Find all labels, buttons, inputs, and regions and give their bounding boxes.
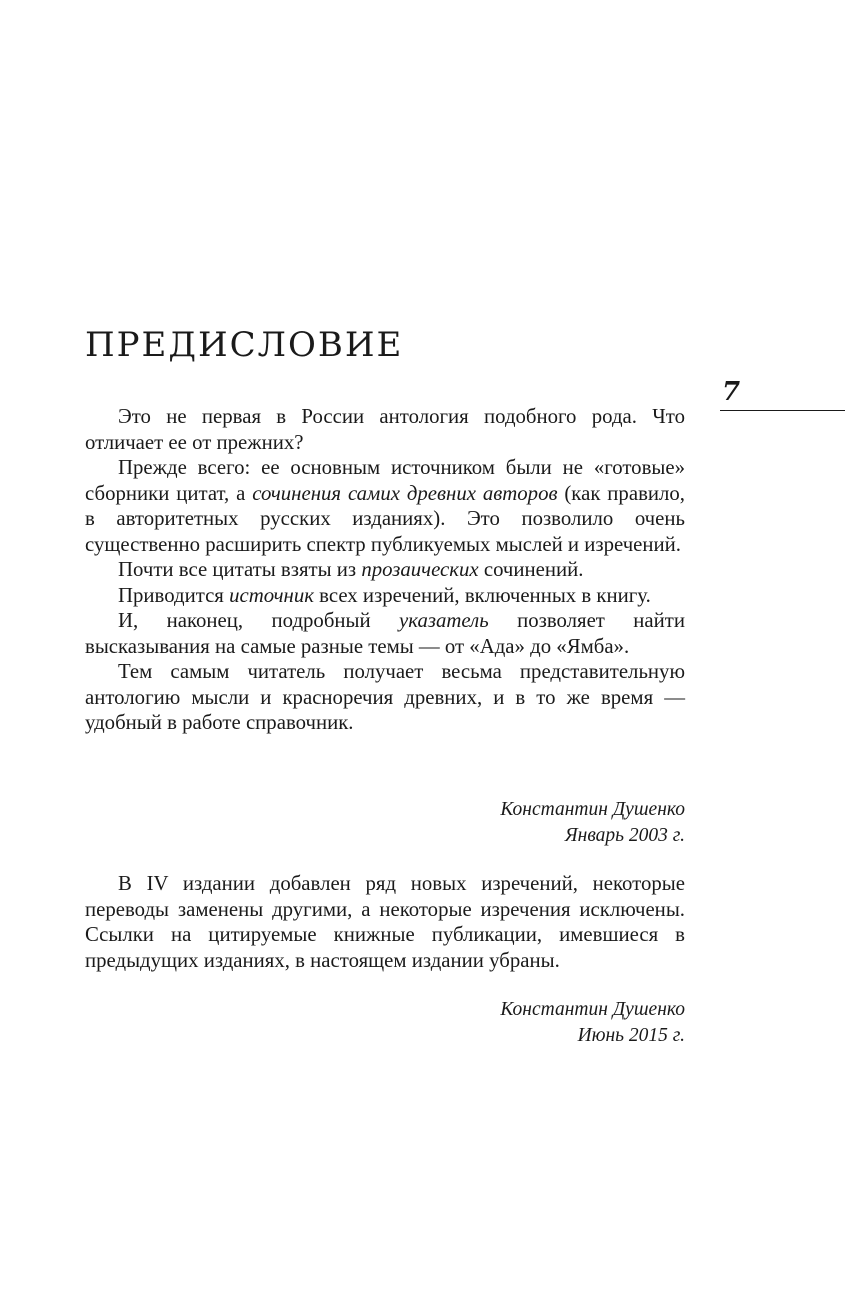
emphasis: источник — [229, 583, 314, 607]
emphasis: сочинения самих древних авторов — [252, 481, 558, 505]
paragraph: Тем самым читатель получает весьма представительную антологию мысли и красноречия древних, и в то же время — удобный в работе справочник. — [85, 660, 685, 734]
page-number-rule — [720, 410, 845, 411]
paragraph: В IV издании добавлен ряд новых изречений, некоторые переводы заменены другими, а некоторые изречения исключены. Ссылки на цитируемые книжные публикации, имевшиеся в предыдущих изданиях, в настоящем издании убраны. — [85, 872, 685, 972]
signature-2015 — [500, 997, 685, 1048]
edition-note-text — [85, 871, 685, 973]
page-title: ПРЕДИСЛОВИЕ — [85, 325, 404, 365]
signature-author: Константин Душенко — [500, 799, 685, 820]
paragraph: Приводится источник всех изречений, включенных в книгу. — [118, 583, 651, 607]
signature-date: Июнь 2015 г. — [577, 1024, 685, 1046]
paragraph: Это не первая в России антология подобного рода. Что отличает ее от прежних? — [85, 405, 685, 454]
emphasis: указатель — [399, 609, 489, 632]
signature-2003 — [500, 797, 685, 848]
signature-date: Январь 2003 г. — [564, 824, 685, 846]
preface-text — [85, 404, 685, 736]
emphasis: прозаических — [361, 558, 479, 581]
paragraph: Прежде всего: ее основным источником были не «готовые» сборники цитат, а сочинения самих древних авторов (как правило, в авторитетных русских изданиях). Это позволило очень существенно расширить спектр публикуемых мыслей и изречений. — [85, 456, 685, 556]
paragraph: И, наконец, подробный указатель позволяет найти высказывания на самые разные темы — от «Ада» до «Ямба». — [85, 609, 685, 658]
page-number: 7 — [722, 377, 741, 407]
signature-author: Константин Душенко — [500, 999, 685, 1020]
paragraph: Почти все цитаты взяты из прозаических сочинений. — [118, 558, 584, 581]
